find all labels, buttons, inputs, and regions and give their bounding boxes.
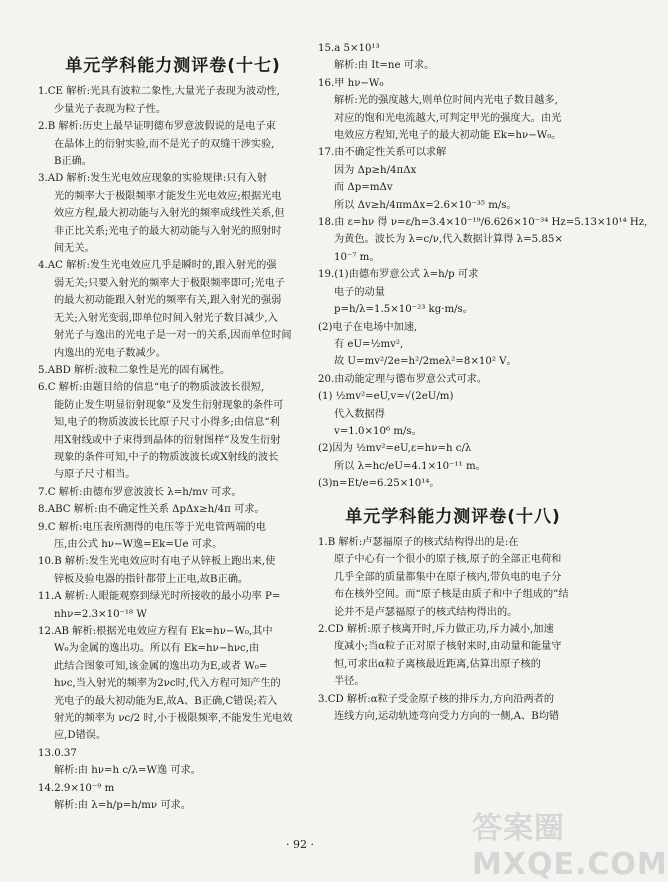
text-line: 弱无关;只要入射光的频率大于极限频率即可;光电子 xyxy=(54,277,285,289)
text-line: 所以 Δv≥h/4πmΔx=2.6×10⁻³⁵ m/s。 xyxy=(334,199,517,211)
text-line: 19.(1)由德布罗意公式 λ=h/p 可求 xyxy=(318,269,479,281)
text-line: 所以 λ=hc/eU=4.1×10⁻¹¹ m。 xyxy=(334,460,486,472)
right-answer-list-a xyxy=(318,40,648,493)
text-line: 3.AD 解析:发生光电效应现象的实验规律:只有入射 xyxy=(38,173,267,185)
text-line: 非正比关系;光电子的最大初动能与入射光的照射时 xyxy=(54,225,282,237)
text-line: 6.C 解析:由题目给的信息“电子的物质波波长很短, xyxy=(38,382,265,394)
text-line: 在晶体上的衍射实验,而不是光子的双缝干涉实验, xyxy=(54,138,275,150)
text-line: 代入数据得 xyxy=(334,408,385,420)
text-line: 锌板及验电器的指针都带上正电,故B正确。 xyxy=(54,573,249,585)
text-line: 射光子与逸出的光电子是一对一的关系,因而单位时间 xyxy=(54,330,292,342)
text-line: 因为 Δp≥h/4πΔx xyxy=(334,164,417,176)
text-line: 3.CD 解析:α粒子受金原子核的排斥力,方向沿两者的 xyxy=(318,693,555,705)
text-line: 1.B 解析:卢瑟福原子的核式结构得出的是:在 xyxy=(318,536,519,548)
text-line: 少量光子表现为粒子性。 xyxy=(54,103,167,115)
text-line: 故 U=mv²/2e=h²/2meλ²=8×10² V。 xyxy=(334,356,517,368)
text-line: hνc,当入射光的频率为2νc时,代入方程可知产生的 xyxy=(54,678,281,690)
text-line: (1) ½mv²=eU,v=√(2eU/m) xyxy=(318,391,454,403)
text-line: v=1.0×10⁶ m/s。 xyxy=(334,425,422,437)
text-line: W₀为金属的逸出功。所以有 Ek=hν−hνc,由 xyxy=(54,643,260,655)
text-line: B正确。 xyxy=(54,156,93,168)
text-line: 的最大初动能跟入射光的频率有关,跟入射光的强弱 xyxy=(54,295,282,307)
left-answer-list xyxy=(38,83,308,814)
text-line: 效应方程,最大初动能与入射光的频率成线性关系,但 xyxy=(54,208,285,220)
text-line: 布在核外空间。而“原子核是由质子和中子组成的”结 xyxy=(334,589,569,601)
text-line: 光的频率大于极限频率才能发生光电效应;根据光电 xyxy=(54,190,282,202)
page-number: · 92 · xyxy=(286,838,314,851)
text-line: 解析:由 λ=h/p=h/mν 可求。 xyxy=(54,800,191,812)
text-line: 10⁻⁷ m。 xyxy=(334,251,380,263)
text-line: (3)n=Et/e=6.25×10¹⁴。 xyxy=(318,478,440,490)
text-line: 能防止发生明显衍射现象”及发生衍射现象的条件可 xyxy=(54,399,284,411)
text-line: (2)电子在电场中加速, xyxy=(318,321,418,333)
watermark-logo xyxy=(472,803,668,882)
text-line: 度减小;当α粒子正对原子核射来时,由动量和能量守 xyxy=(334,641,562,653)
text-line: 2.B 解析:历史上最早证明德布罗意波假说的是电子束 xyxy=(38,121,276,133)
text-line: 5.ABD 解析:波粒二象性是光的固有属性。 xyxy=(38,364,231,376)
section-title-17: 单元学科能力测评卷(十七) xyxy=(65,56,281,76)
right-answer-list-b xyxy=(318,534,588,725)
text-line: 现象的条件可知,中子的物质波波长或X射线的波长 xyxy=(54,451,279,463)
left-column xyxy=(38,40,308,814)
text-line: 连线方向,运动轨迹弯向受力方向的一侧,A、B均错 xyxy=(334,711,560,723)
text-line: 12.AB 解析:根据光电效应方程有 Ek=hν−W₀,其中 xyxy=(38,626,273,637)
text-line: 原子中心有一个很小的原子核,原子的全部正电荷和 xyxy=(334,554,562,566)
text-line: (2)因为 ½mv²=eU,ε=hν=h c/λ xyxy=(318,443,472,455)
text-line: nhν=2.3×10⁻¹⁸ W xyxy=(54,608,147,620)
text-line: 解析:由 It=ne 可求。 xyxy=(334,60,435,72)
text-line: 对应的饱和光电流越大,可判定甲光的强度大。由光 xyxy=(334,112,562,124)
text-line: 知,电子的物质波波长比原子尺寸小得多;由信息“利 xyxy=(54,417,280,429)
text-line: p=h/λ=1.5×10⁻²³ kg·m/s。 xyxy=(334,304,473,316)
text-line: 15.a 5×10¹³ xyxy=(318,43,380,54)
text-line: 解析:光的强度越大,则单位时间内光电子数目越多, xyxy=(334,95,558,107)
text-line: 10.B 解析:发生光电效应时有电子从锌板上跑出来,使 xyxy=(38,556,276,568)
text-line: 此结合图象可知,该金属的逸出功为E,或者 W₀= xyxy=(54,660,268,672)
text-line: 半径。 xyxy=(334,676,365,688)
text-line: 应,D错误。 xyxy=(54,730,107,742)
text-line: 为黄色。波长为 λ=c/ν,代入数据计算得 λ=5.85× xyxy=(334,234,563,246)
text-line: 间无关。 xyxy=(54,243,95,255)
text-line: 2.CD 解析:原子核离开时,斥力做正功,斥力减小,加速 xyxy=(318,624,554,635)
text-line: 内逸出的光电子数减少。 xyxy=(54,347,167,359)
text-line: 13.0.37 xyxy=(38,747,77,759)
text-line: 无关;入射光变弱,即单位时间入射光子数目减少,入 xyxy=(54,312,278,324)
text-line: 11.A 解析:人眼能观察到绿光时所接收的最小功率 P= xyxy=(38,591,281,603)
text-line: 20.由动能定理与德布罗意公式可求。 xyxy=(318,373,488,385)
text-line: 用X射线或中子束得到晶体的衍射图样”及发生衍射 xyxy=(54,434,281,446)
text-line: 17.由不确定性关系可以求解 xyxy=(318,147,447,159)
text-line: 几乎全部的质量都集中在原子核内,带负电的电子分 xyxy=(334,571,562,583)
text-line: 1.CE 解析:光具有波粒二象性,大量光子表现为波动性, xyxy=(38,86,280,98)
text-line: 16.甲 hν−W₀ xyxy=(318,77,384,89)
text-line: 与原子尺寸相当。 xyxy=(54,469,136,481)
text-line: 18.由 ε=hν 得 ν=ε/h=3.4×10⁻¹⁹/6.626×10⁻³⁴ Hz=5.13×10¹⁴ Hz, xyxy=(318,217,648,229)
text-line: 有 eU=½mv², xyxy=(334,338,404,350)
text-line: 解析:由 hν=h c/λ=W逸 可求。 xyxy=(54,765,201,777)
text-line: 14.2.9×10⁻⁹ m xyxy=(38,782,115,794)
text-line: 压,由公式 hν−W逸=Ek=Ue 可求。 xyxy=(54,538,223,550)
text-line: 9.C 解析:电压表所测得的电压等于光电管两端的电 xyxy=(38,521,266,533)
text-line: 4.AC 解析:发生光电效应几乎是瞬时的,跟入射光的强 xyxy=(38,260,277,272)
text-line: 光电子的最大初动能为E,故A、B正确,C错误;若入 xyxy=(54,695,278,707)
text-line: 电子的动量 xyxy=(334,286,385,298)
text-line: 恒,可求出α粒子离核最近距离,估算出原子核的 xyxy=(334,658,541,670)
text-line: 论并不是卢瑟福原子的核式结构得出的。 xyxy=(334,606,518,618)
right-column xyxy=(318,40,648,725)
text-line: 而 Δp=mΔv xyxy=(334,182,393,194)
text-line: 射光的频率为 νc/2 时,小于极限频率,不能发生光电效 xyxy=(54,713,293,725)
section-title-18: 单元学科能力测评卷(十八) xyxy=(345,506,561,527)
text-line: 电效应方程知,光电子的最大初动能 Ek=hν−W₀。 xyxy=(334,130,562,142)
text-line: 8.ABC 解析:由不确定性关系 ΔpΔx≥h/4π 可求。 xyxy=(38,504,265,516)
text-line: 7.C 解析:由德布罗意波波长 λ=h/mv 可求。 xyxy=(38,486,242,498)
watermark-text: 答案圈 MXQE.COM xyxy=(472,811,668,882)
